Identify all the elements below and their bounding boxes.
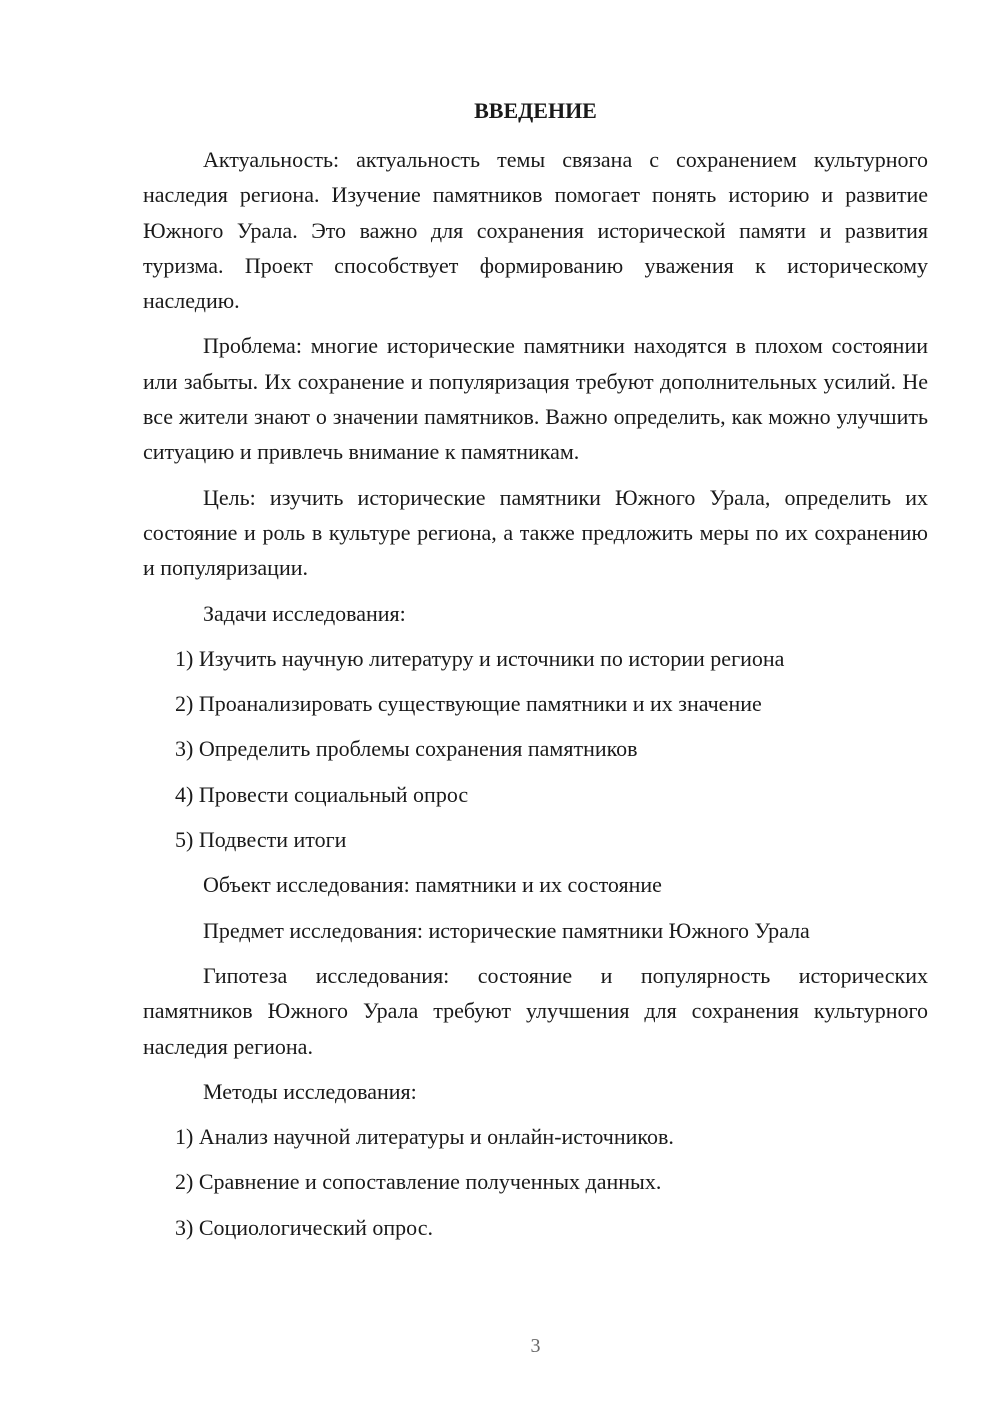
- tasks-title: Задачи исследования:: [203, 600, 406, 626]
- task-item: 2) Проанализировать существующие памятники и их значение: [175, 691, 762, 717]
- method-item: 2) Сравнение и сопоставление полученных данных.: [175, 1169, 662, 1195]
- research-object: Объект исследования: памятники и их состояние: [203, 872, 662, 898]
- method-item: 3) Социологический опрос.: [175, 1214, 433, 1240]
- task-item: 4) Провести социальный опрос: [175, 781, 469, 807]
- document-page: [143, 0, 928, 1414]
- goal-paragraph: Цель: изучить исторические памятники Южного Урала, определить их состояние и роль в культуре региона, а также предложить меры по их сохранению и популяризации.: [143, 484, 928, 581]
- relevance-paragraph: Актуальность: актуальность темы связана с сохранением культурного наследия региона. Изучение памятников помогает понять историю и развитие Южного Урала. Это важно для сохранения исторической памяти и развития туризма. Проект способствует формированию уважения к историческому наследию.: [143, 147, 928, 314]
- task-item: 5) Подвести итоги: [175, 827, 347, 853]
- task-item: 1) Изучить научную литературу и источники по истории региона: [175, 645, 785, 671]
- methods-title: Методы исследования:: [203, 1078, 417, 1104]
- method-item: 1) Анализ научной литературы и онлайн-источников.: [175, 1124, 674, 1150]
- page-number: 3: [530, 1335, 541, 1357]
- problem-paragraph: Проблема: многие исторические памятники находятся в плохом состоянии или забыты. Их сохранение и популяризация требуют дополнительных усилий. Не все жители знают о значении памятников. Важно определить, как можно улучшить ситуацию и привлечь внимание к памятникам.: [143, 333, 928, 465]
- hypothesis-paragraph: Гипотеза исследования: состояние и популярность исторических памятников Южного Урала требуют улучшения для сохранения культурного наследия региона.: [143, 962, 928, 1059]
- research-subject: Предмет исследования: исторические памятники Южного Урала: [203, 917, 810, 943]
- task-item: 3) Определить проблемы сохранения памятников: [175, 736, 638, 762]
- introduction-body: [143, 142, 928, 1245]
- section-heading: ВВЕДЕНИЕ: [474, 98, 597, 123]
